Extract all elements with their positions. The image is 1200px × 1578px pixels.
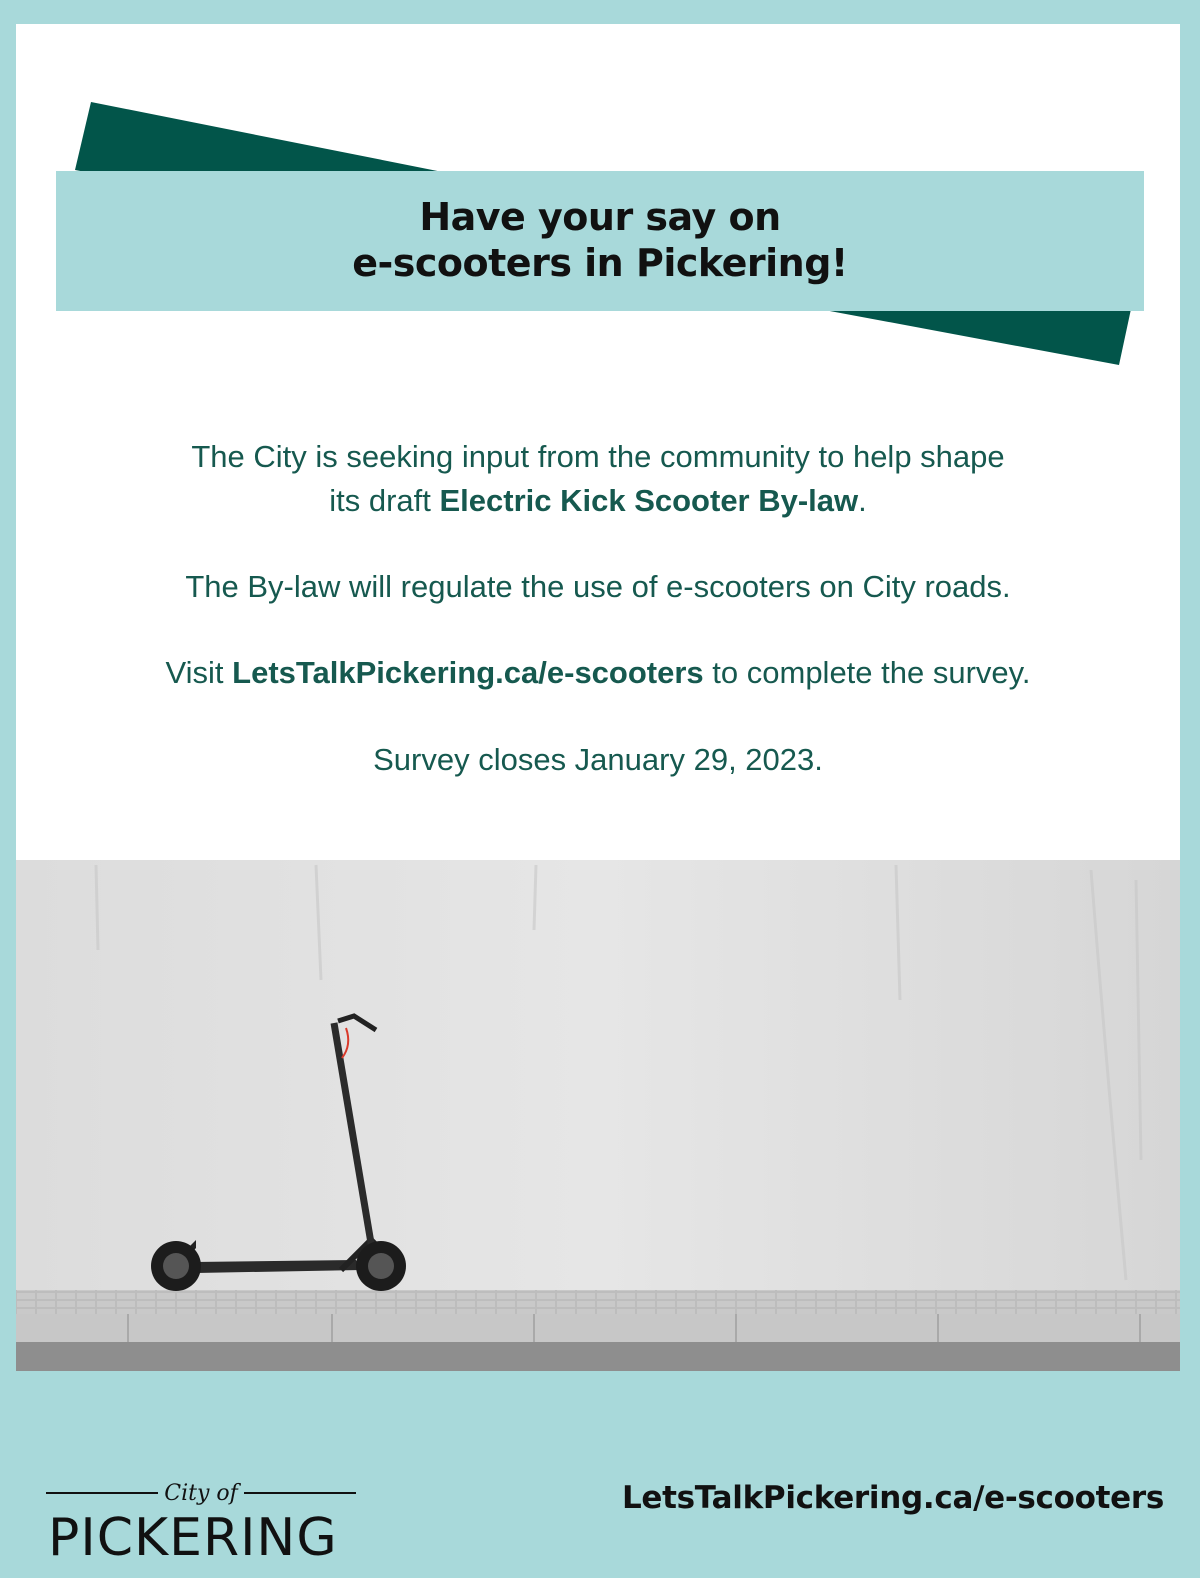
curb [16, 1314, 1180, 1342]
logo-city-of [46, 1478, 356, 1508]
footer-url-link[interactable]: LetsTalkPickering.ca/e-scooters [621, 1480, 1164, 1516]
logo-rule-left [46, 1492, 158, 1494]
bylaw-name: Electric Kick Scooter By-law [439, 483, 859, 518]
logo-city-of-text: City of [164, 1480, 238, 1506]
deadline-paragraph: Survey closes January 29, 2023. [373, 742, 823, 777]
concrete-wall [16, 860, 1180, 1290]
intro-line-2 [16, 479, 1180, 523]
intro-period: . [858, 483, 867, 518]
scooter-photo [16, 860, 1180, 1371]
road [16, 1342, 1180, 1371]
survey-link[interactable]: LetsTalkPickering.ca/e-scooters [232, 655, 704, 690]
logo-rule-right [244, 1492, 356, 1494]
poster-card [16, 24, 1180, 1371]
visit-text: Visit [165, 655, 233, 690]
intro-line-1: The City is seeking input from the community to help shape [191, 439, 1005, 474]
headline-line-1: Have your say on [419, 195, 781, 240]
intro-text: its draft [329, 483, 440, 518]
logo-pickering: PICKERING [48, 1508, 338, 1568]
regulation-paragraph: The By-law will regulate the use of e-scooters on City roads. [185, 569, 1011, 604]
visit-text-end: to complete the survey. [703, 655, 1031, 690]
intro-paragraph [16, 435, 1180, 523]
city-of-pickering-logo [46, 1478, 356, 1578]
headline-line-2: e-scooters in Pickering! [352, 241, 848, 285]
headline [56, 171, 1144, 311]
paved-sidewalk [16, 1290, 1180, 1314]
visit-paragraph [16, 651, 1180, 695]
